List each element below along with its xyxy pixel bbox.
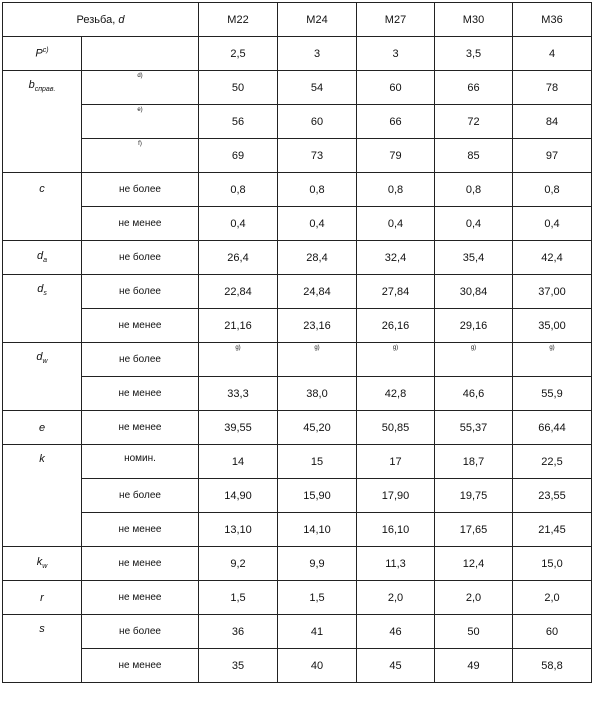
value-cell: 24,84 <box>278 275 357 309</box>
value-cell: 2,0 <box>513 581 592 615</box>
value-cell: 0,8 <box>513 173 592 207</box>
footnote-mark: с) <box>42 47 49 55</box>
value-cell: 58,8 <box>513 649 592 683</box>
value-cell: 66 <box>357 105 435 139</box>
value-cell: 2,0 <box>357 581 435 615</box>
value-cell: 2,5 <box>199 37 278 71</box>
value-cell: 60 <box>513 615 592 649</box>
param-subscript: w <box>42 358 48 366</box>
condition-cell: не менее <box>82 309 199 343</box>
condition-cell: не более <box>82 615 199 649</box>
value-cell: 21,45 <box>513 513 592 547</box>
value-cell: 18,7 <box>435 445 513 479</box>
value-cell: 56 <box>199 105 278 139</box>
value-cell: 29,16 <box>435 309 513 343</box>
value-cell: 0,8 <box>357 173 435 207</box>
size-header: М27 <box>357 3 435 37</box>
footnote-mark: d) <box>82 71 199 105</box>
value-cell: 19,75 <box>435 479 513 513</box>
param-symbol: k <box>36 556 43 569</box>
value-cell: 39,55 <box>199 411 278 445</box>
value-cell: 22,84 <box>199 275 278 309</box>
value-cell: 0,8 <box>435 173 513 207</box>
value-cell: 33,3 <box>199 377 278 411</box>
value-cell: 11,3 <box>357 547 435 581</box>
value-cell: 49 <box>435 649 513 683</box>
table-row <box>3 343 592 377</box>
value-cell: 28,4 <box>278 241 357 275</box>
value-cell: 45 <box>357 649 435 683</box>
value-cell: 97 <box>513 139 592 173</box>
param-e: e <box>3 411 82 445</box>
param-symbol: d <box>36 250 44 263</box>
value-cell: 17 <box>357 445 435 479</box>
size-header: М24 <box>278 3 357 37</box>
param-k: k <box>3 445 82 547</box>
param-subscript: s <box>43 290 47 298</box>
value-cell: 40 <box>278 649 357 683</box>
size-header: М36 <box>513 3 592 37</box>
param-ds <box>3 275 82 343</box>
value-cell: 12,4 <box>435 547 513 581</box>
table-row <box>3 649 592 683</box>
value-cell: 0,8 <box>278 173 357 207</box>
value-cell: 15,90 <box>278 479 357 513</box>
value-cell: 0,8 <box>199 173 278 207</box>
value-cell: 1,5 <box>278 581 357 615</box>
value-cell: 50 <box>199 71 278 105</box>
condition-cell: не менее <box>82 377 199 411</box>
table-row <box>3 37 592 71</box>
size-header: М30 <box>435 3 513 37</box>
value-cell: 16,10 <box>357 513 435 547</box>
footnote-mark: g) <box>357 343 435 377</box>
value-cell: 0,4 <box>199 207 278 241</box>
param-kw <box>3 547 82 581</box>
value-cell: 23,55 <box>513 479 592 513</box>
table-row <box>3 615 592 649</box>
thread-label: Резьба, <box>76 13 116 26</box>
value-cell: 23,16 <box>278 309 357 343</box>
value-cell: 0,4 <box>278 207 357 241</box>
value-cell: 42,8 <box>357 377 435 411</box>
table-row <box>3 581 592 615</box>
value-cell: 0,4 <box>513 207 592 241</box>
value-cell: 13,10 <box>199 513 278 547</box>
table-row <box>3 547 592 581</box>
param-P <box>3 37 82 71</box>
table-row <box>3 71 592 105</box>
table-row <box>3 173 592 207</box>
table-row <box>3 207 592 241</box>
value-cell: 9,9 <box>278 547 357 581</box>
value-cell: 1,5 <box>199 581 278 615</box>
param-symbol: d <box>36 351 43 363</box>
value-cell: 38,0 <box>278 377 357 411</box>
value-cell: 46,6 <box>435 377 513 411</box>
value-cell: 2,0 <box>435 581 513 615</box>
value-cell: 84 <box>513 105 592 139</box>
value-cell: 17,90 <box>357 479 435 513</box>
condition-cell: номин. <box>82 445 199 479</box>
param-subscript: a <box>43 257 48 265</box>
value-cell: 60 <box>357 71 435 105</box>
value-cell: 35,4 <box>435 241 513 275</box>
value-cell: 55,37 <box>435 411 513 445</box>
value-cell: 9,2 <box>199 547 278 581</box>
value-cell: 0,4 <box>435 207 513 241</box>
table-row <box>3 105 592 139</box>
value-cell: 26,16 <box>357 309 435 343</box>
value-cell: 41 <box>278 615 357 649</box>
value-cell: 45,20 <box>278 411 357 445</box>
param-dw <box>3 343 82 411</box>
value-cell: 42,4 <box>513 241 592 275</box>
value-cell: 3 <box>357 37 435 71</box>
param-subscript: w <box>42 563 48 571</box>
value-cell: 60 <box>278 105 357 139</box>
condition-cell <box>82 37 199 71</box>
param-subscript: справ. <box>34 86 56 94</box>
value-cell: 27,84 <box>357 275 435 309</box>
value-cell: 36 <box>199 615 278 649</box>
table-row <box>3 411 592 445</box>
value-cell: 79 <box>357 139 435 173</box>
condition-cell: не менее <box>82 207 199 241</box>
param-s: s <box>3 615 82 683</box>
param-c: c <box>3 173 82 241</box>
table-row <box>3 275 592 309</box>
condition-cell: не менее <box>82 411 199 445</box>
value-cell: 78 <box>513 71 592 105</box>
value-cell: 50 <box>435 615 513 649</box>
param-r: r <box>3 581 82 615</box>
condition-cell: не более <box>82 173 199 207</box>
value-cell: 14 <box>199 445 278 479</box>
condition-cell: не менее <box>82 547 199 581</box>
value-cell: 73 <box>278 139 357 173</box>
value-cell: 22,5 <box>513 445 592 479</box>
table-row <box>3 513 592 547</box>
value-cell: 32,4 <box>357 241 435 275</box>
param-b <box>3 71 82 173</box>
param-symbol: b <box>28 79 35 91</box>
value-cell: 14,90 <box>199 479 278 513</box>
header-row <box>3 3 592 37</box>
condition-cell: не менее <box>82 513 199 547</box>
value-cell: 15 <box>278 445 357 479</box>
value-cell: 3 <box>278 37 357 71</box>
condition-cell: не более <box>82 343 199 377</box>
table-row <box>3 377 592 411</box>
condition-cell: не более <box>82 479 199 513</box>
value-cell: 0,4 <box>357 207 435 241</box>
value-cell: 85 <box>435 139 513 173</box>
value-cell: 55,9 <box>513 377 592 411</box>
table-row <box>3 241 592 275</box>
condition-cell: не менее <box>82 649 199 683</box>
value-cell: 21,16 <box>199 309 278 343</box>
value-cell: 26,4 <box>199 241 278 275</box>
thread-header <box>3 3 199 37</box>
table-row <box>3 139 592 173</box>
value-cell: 69 <box>199 139 278 173</box>
table-row <box>3 479 592 513</box>
condition-cell: не более <box>82 275 199 309</box>
value-cell: 50,85 <box>357 411 435 445</box>
value-cell: 3,5 <box>435 37 513 71</box>
footnote-mark: g) <box>199 343 278 377</box>
value-cell: 14,10 <box>278 513 357 547</box>
value-cell: 66,44 <box>513 411 592 445</box>
value-cell: 46 <box>357 615 435 649</box>
bolt-dimensions-table <box>2 2 592 683</box>
footnote-mark: g) <box>513 343 592 377</box>
value-cell: 17,65 <box>435 513 513 547</box>
condition-cell: не менее <box>82 581 199 615</box>
footnote-mark: g) <box>435 343 513 377</box>
value-cell: 35 <box>199 649 278 683</box>
param-da <box>3 241 82 275</box>
value-cell: 30,84 <box>435 275 513 309</box>
param-symbol: P <box>35 47 43 60</box>
size-header: М22 <box>199 3 278 37</box>
value-cell: 66 <box>435 71 513 105</box>
param-symbol: d <box>37 283 44 295</box>
value-cell: 35,00 <box>513 309 592 343</box>
footnote-mark: g) <box>278 343 357 377</box>
footnote-mark: e) <box>82 105 199 139</box>
value-cell: 37,00 <box>513 275 592 309</box>
value-cell: 54 <box>278 71 357 105</box>
table-row <box>3 309 592 343</box>
footnote-mark: f) <box>82 139 199 173</box>
table-row <box>3 445 592 479</box>
condition-cell: не более <box>82 241 199 275</box>
value-cell: 15,0 <box>513 547 592 581</box>
thread-symbol: d <box>118 13 125 26</box>
value-cell: 72 <box>435 105 513 139</box>
value-cell: 4 <box>513 37 592 71</box>
